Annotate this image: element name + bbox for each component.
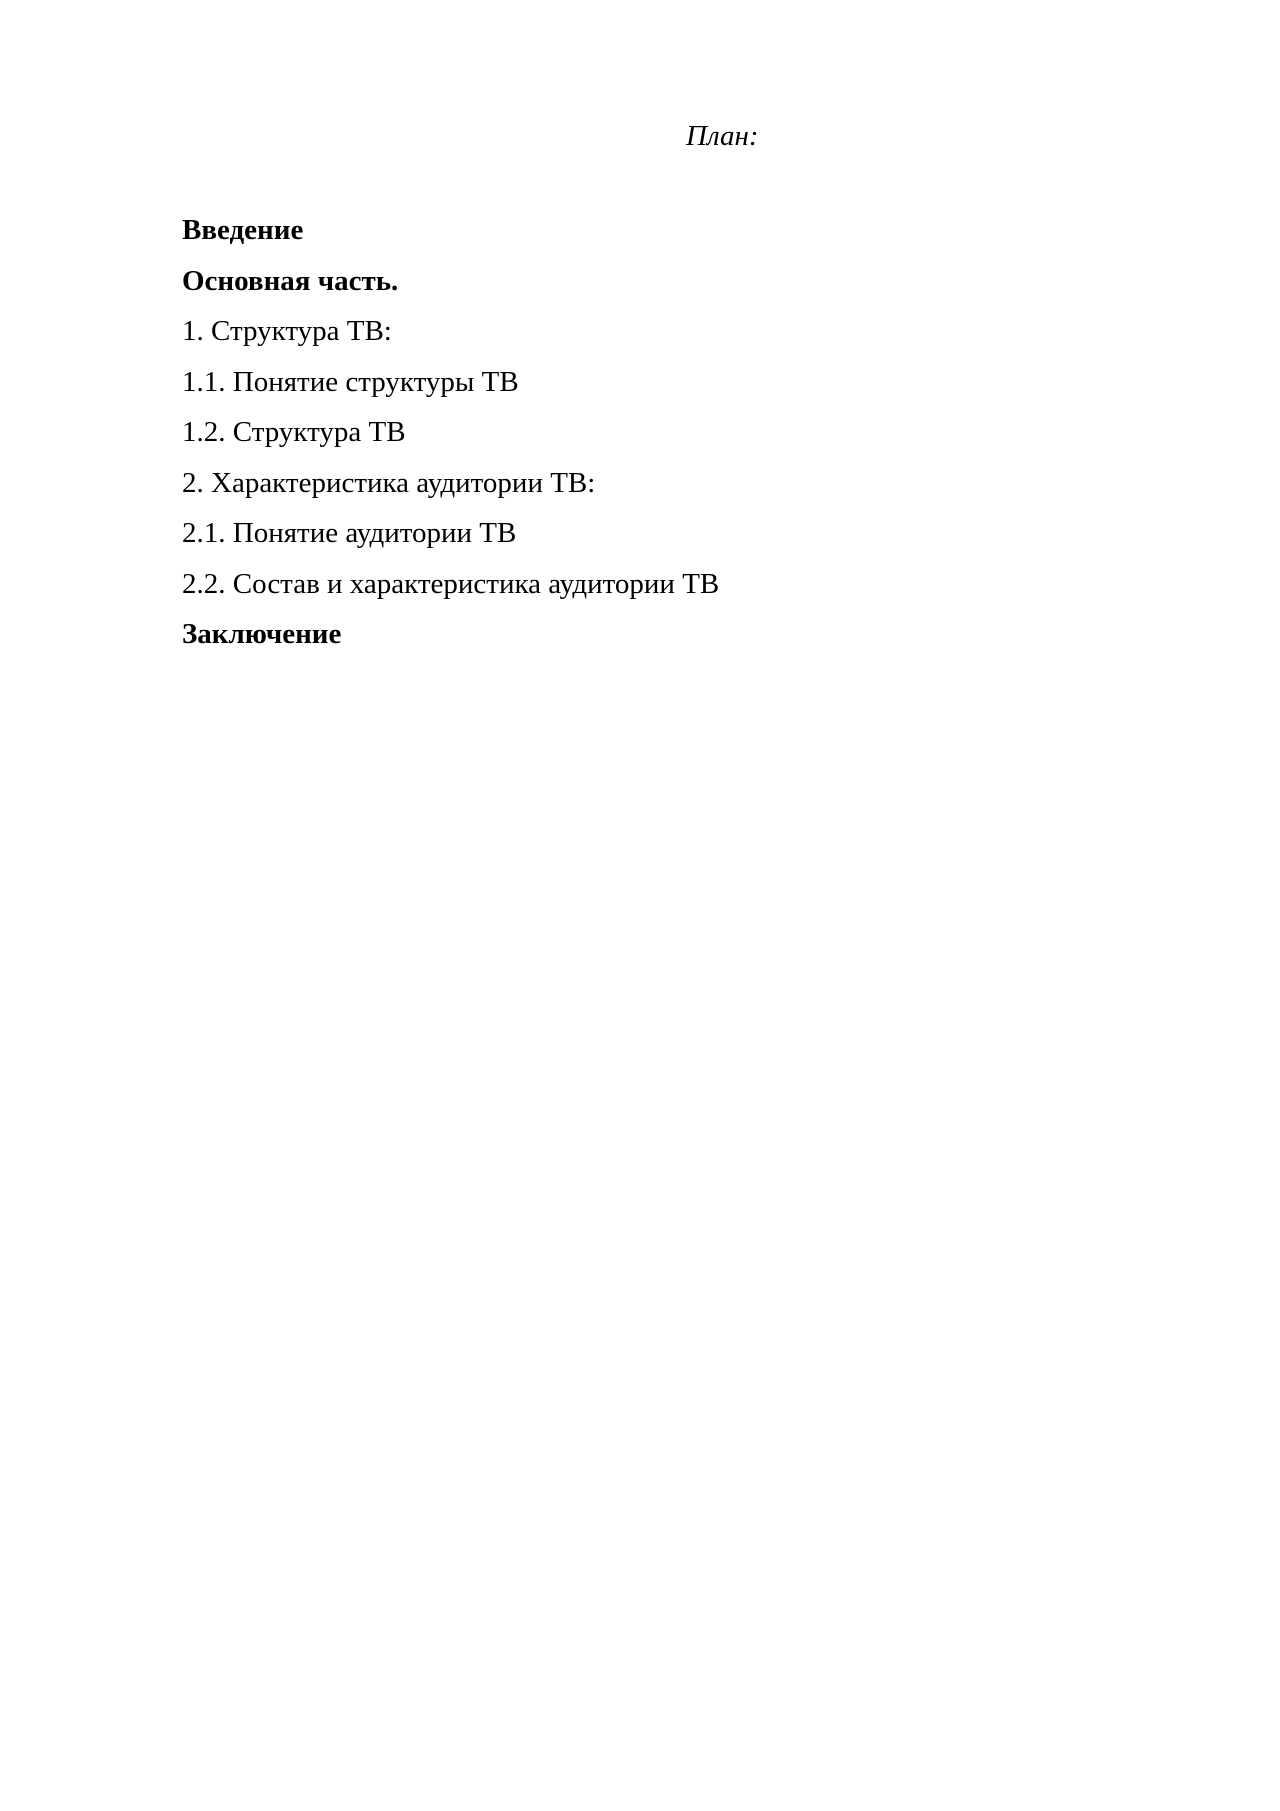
toc-item-1-2: 1.2. Структура ТВ — [182, 416, 406, 448]
table-of-contents — [182, 212, 719, 667]
toc-item-introduction: Введение — [182, 214, 304, 246]
toc-item-2: 2. Характеристика аудитории ТВ: — [182, 466, 596, 499]
toc-item-2-1: 2.1. Понятие аудитории ТВ — [182, 517, 517, 549]
toc-item-1: 1. Структура ТВ: — [182, 315, 392, 347]
toc-item-1-1: 1.1. Понятие структуры ТВ — [182, 365, 519, 398]
toc-item-main-part: Основная часть. — [182, 264, 399, 297]
toc-item-conclusion: Заключение — [182, 618, 342, 650]
page-title: План: — [686, 120, 759, 152]
toc-item-2-2: 2.2. Состав и характеристика аудитории ТВ — [182, 567, 720, 600]
